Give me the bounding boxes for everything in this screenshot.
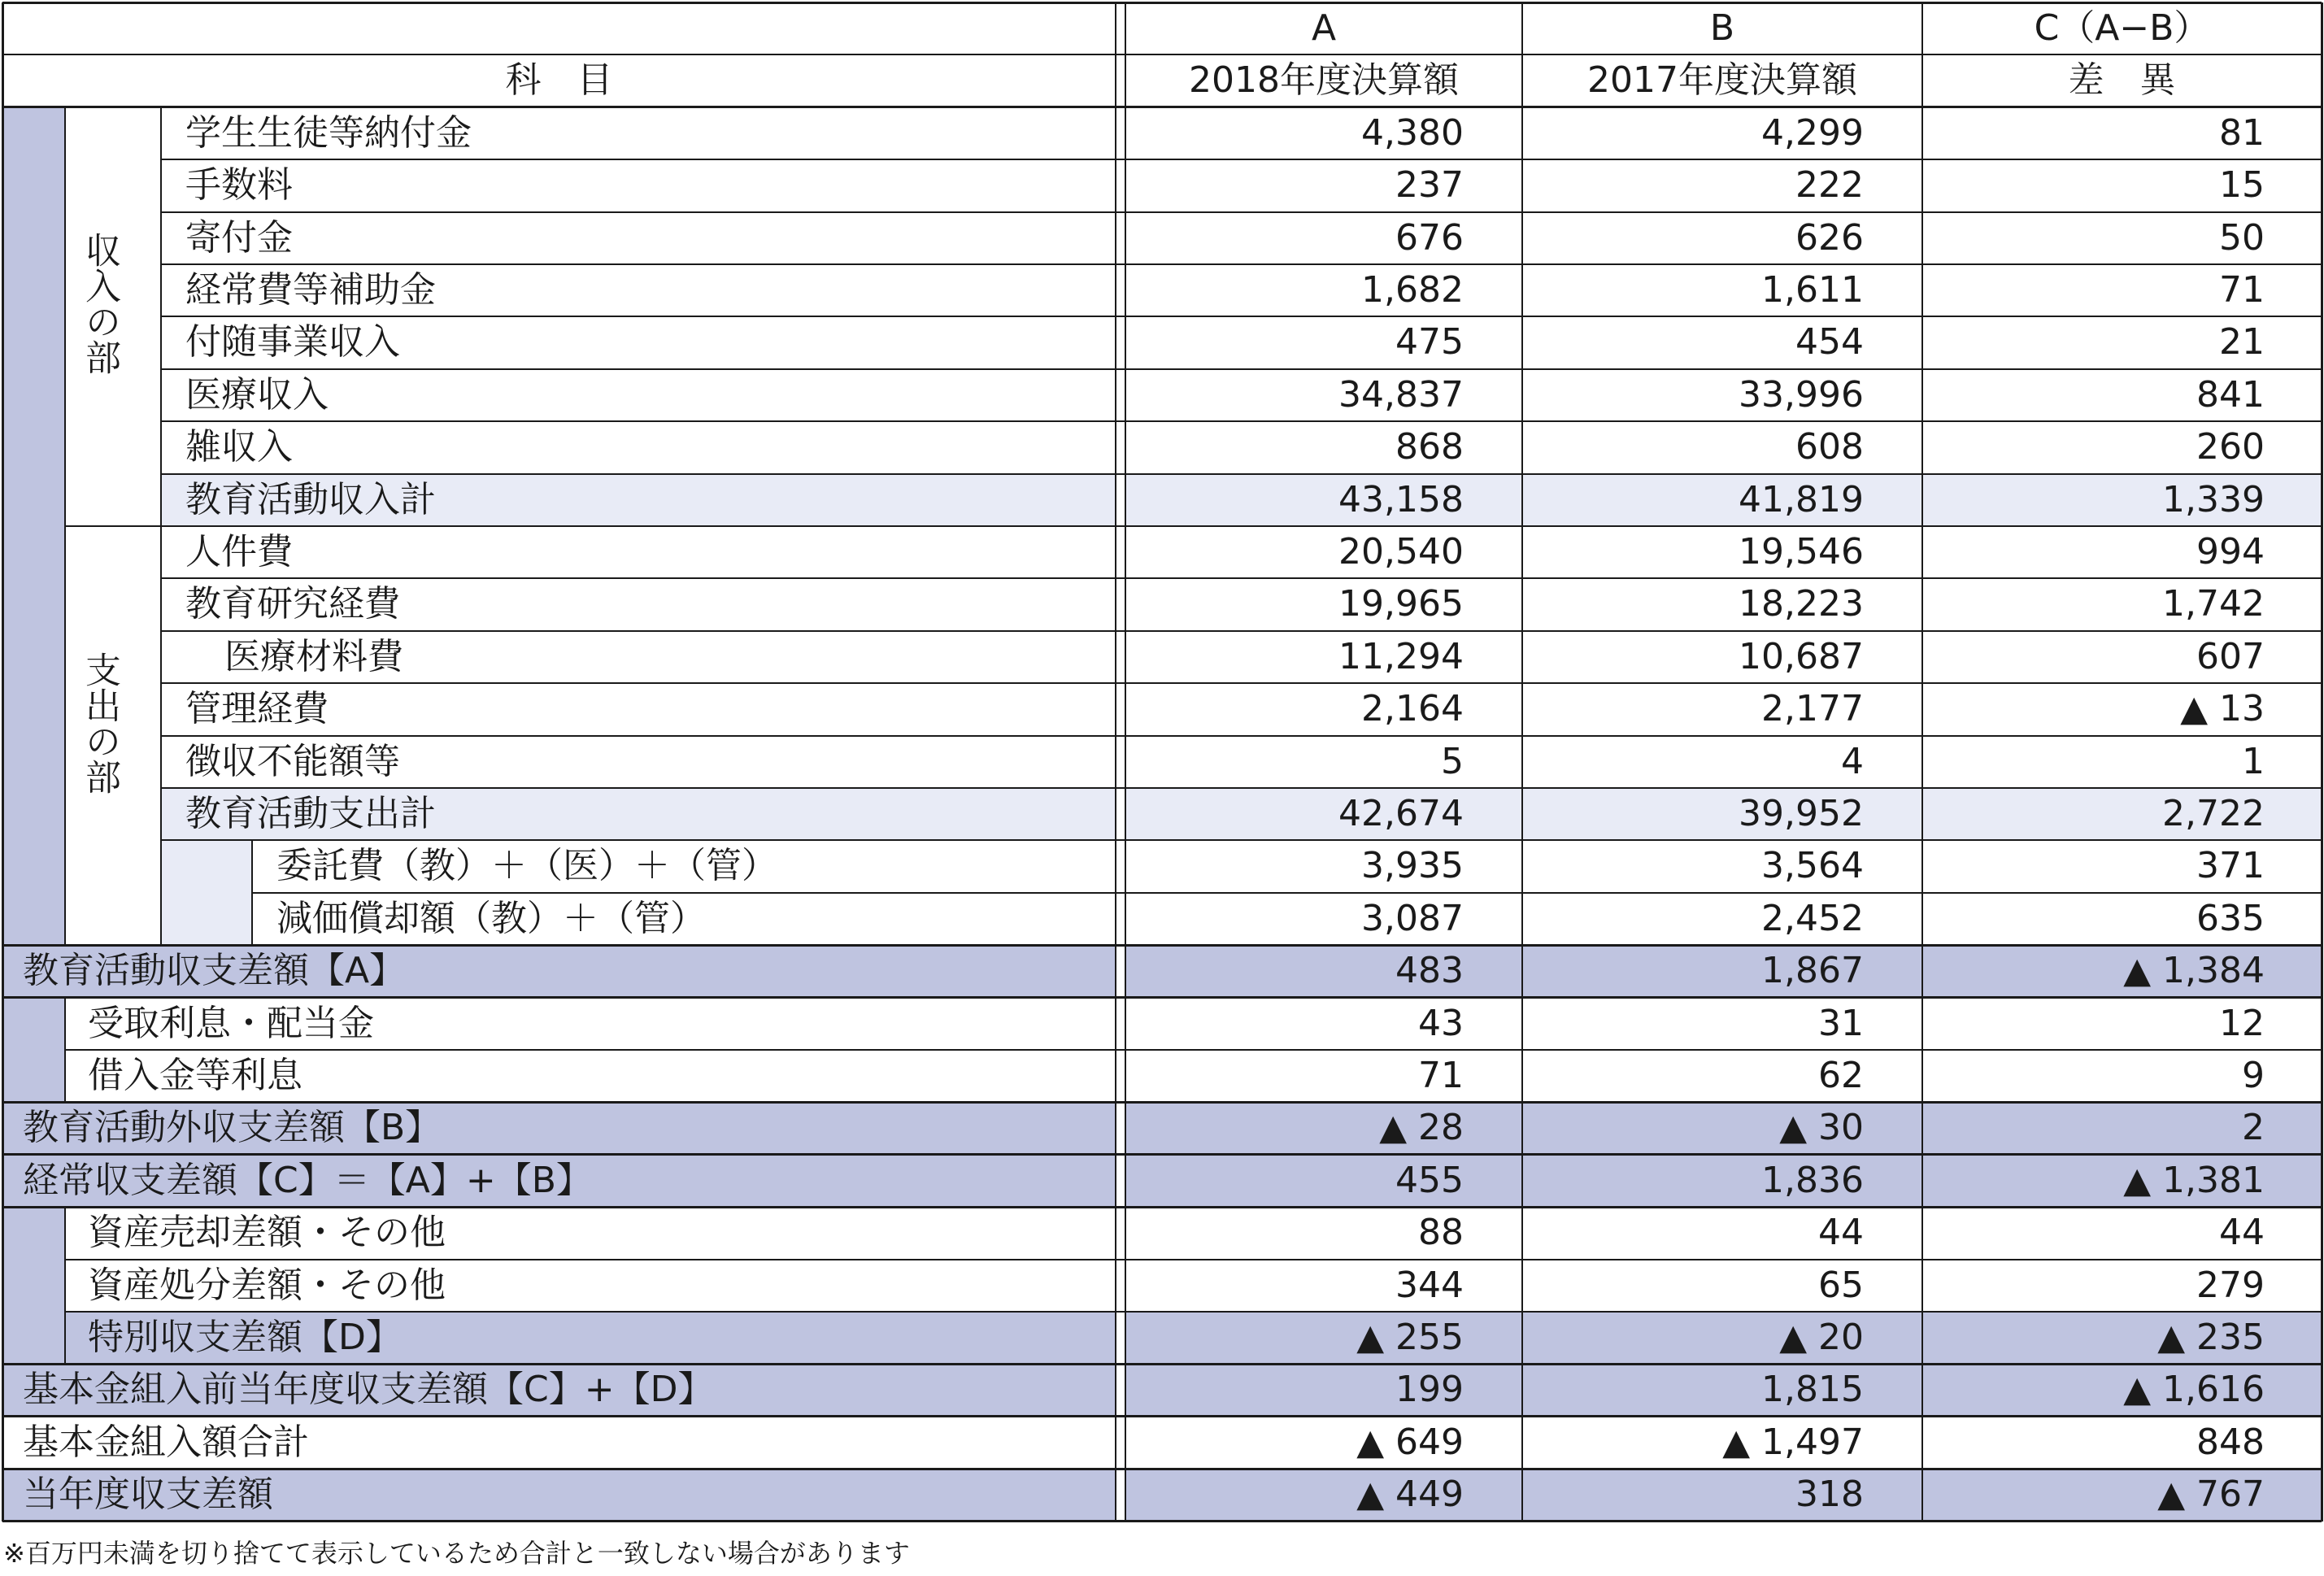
value-difference: 12	[2219, 1002, 2265, 1044]
value-2018: ▲ 28	[1379, 1107, 1464, 1149]
column-b-letter: B	[1709, 7, 1735, 49]
row-label: 経常収支差額【C】＝【A】+【B】	[23, 1159, 592, 1201]
value-2018: 455	[1395, 1159, 1464, 1201]
value-difference: ▲ 235	[2157, 1317, 2265, 1358]
value-2018: 483	[1395, 950, 1464, 992]
subject-header: 科 目	[505, 59, 613, 102]
value-difference: 994	[2196, 531, 2265, 572]
table-right-border	[2321, 2, 2323, 1522]
row-label: 教育研究経費	[185, 583, 400, 625]
row-label: 教育活動収入計	[185, 478, 436, 520]
section-band-operating	[2, 107, 65, 945]
grid-line	[64, 998, 66, 1103]
value-2017: 608	[1795, 426, 1864, 468]
value-2017: 3,564	[1761, 845, 1864, 887]
value-2018: 1,682	[1361, 269, 1464, 311]
value-2017: 2,452	[1761, 897, 1864, 939]
row-label: 寄付金	[185, 216, 293, 259]
value-difference: ▲ 13	[2180, 688, 2265, 730]
value-2017: 1,836	[1761, 1159, 1864, 1201]
footnote: ※百万円未満を切り捨てて表示しているため合計と一致しない場合があります	[3, 1538, 910, 1569]
value-2018: 11,294	[1338, 635, 1464, 677]
value-2018: 42,674	[1338, 793, 1464, 834]
row-label: 委託費（教）＋（医）＋（管）	[276, 845, 777, 887]
row-label: 学生生徒等納付金	[185, 111, 472, 154]
value-difference: 841	[2196, 373, 2265, 416]
value-2018: 5	[1441, 740, 1464, 782]
value-2017: 41,819	[1739, 478, 1864, 520]
value-difference: 2,722	[2162, 793, 2265, 834]
row-label: 当年度収支差額	[23, 1474, 273, 1516]
value-2017: 62	[1818, 1055, 1864, 1096]
value-2017: 222	[1795, 164, 1864, 207]
value-2017: 1,815	[1761, 1369, 1864, 1411]
value-2017: ▲ 1,497	[1722, 1421, 1864, 1463]
value-2017: 318	[1795, 1474, 1864, 1516]
value-2017: 2,177	[1761, 688, 1864, 730]
value-difference: 1,742	[2162, 583, 2265, 625]
value-2018: 237	[1395, 164, 1464, 207]
row-label: 教育活動外収支差額【B】	[23, 1107, 442, 1149]
value-2018: 199	[1395, 1369, 1464, 1411]
section-expense-label: 支出の部	[79, 651, 120, 795]
value-2017: 39,952	[1739, 793, 1864, 834]
section-band-special	[2, 1207, 65, 1364]
row-label: 基本金組入前当年度収支差額【C】+【D】	[23, 1369, 714, 1411]
row-label: 教育活動収支差額【A】	[23, 950, 406, 992]
column-a-title: 2018年度決算額	[1189, 59, 1459, 102]
value-2018: 344	[1395, 1264, 1464, 1306]
grid-line	[251, 840, 253, 945]
row-label: 徴収不能額等	[185, 740, 400, 782]
column-c-title: 差 異	[2068, 59, 2176, 102]
value-2017: 44	[1818, 1212, 1864, 1254]
value-difference: 607	[2196, 635, 2265, 677]
value-difference: ▲ 767	[2157, 1474, 2265, 1516]
value-2017: 454	[1795, 321, 1864, 364]
value-2018: ▲ 255	[1356, 1317, 1464, 1358]
value-difference: 21	[2219, 321, 2265, 364]
value-difference: 371	[2196, 845, 2265, 887]
value-2017: 10,687	[1739, 635, 1864, 677]
row-label: 経常費等補助金	[185, 269, 436, 311]
value-2018: 475	[1395, 321, 1464, 364]
value-2018: 43,158	[1338, 478, 1464, 520]
value-2017: ▲ 30	[1779, 1107, 1864, 1149]
row-label: 教育活動支出計	[185, 793, 436, 834]
grid-line	[160, 107, 162, 945]
value-difference: 71	[2219, 269, 2265, 311]
row-label: 特別収支差額【D】	[88, 1317, 402, 1358]
value-difference: 15	[2219, 164, 2265, 207]
value-difference: 2	[2242, 1107, 2265, 1149]
value-2018: 88	[1418, 1212, 1464, 1254]
value-2018: 43	[1418, 1002, 1464, 1044]
row-label: 手数料	[185, 164, 293, 207]
value-difference: ▲ 1,381	[2123, 1159, 2265, 1201]
value-difference: ▲ 1,616	[2123, 1369, 2265, 1411]
row-label: 資産売却差額・その他	[88, 1212, 446, 1254]
value-2018: ▲ 449	[1356, 1474, 1464, 1516]
value-2018: 20,540	[1338, 531, 1464, 572]
value-2017: 31	[1818, 1002, 1864, 1044]
row-label: 受取利息・配当金	[88, 1002, 374, 1044]
value-2017: 4,299	[1761, 111, 1864, 154]
value-2017: 1,867	[1761, 950, 1864, 992]
value-2017: 33,996	[1739, 373, 1864, 416]
value-2017: 65	[1818, 1264, 1864, 1306]
value-2017: 19,546	[1739, 531, 1864, 572]
subtotal-indent-fill	[161, 840, 252, 945]
row-label: 医療収入	[185, 373, 329, 416]
value-2018: 4,380	[1361, 111, 1464, 154]
grid-line	[64, 107, 66, 945]
section-income-label: 収入の部	[79, 232, 120, 376]
column-c-letter: C（A−B）	[2034, 7, 2210, 49]
value-2017: ▲ 20	[1779, 1317, 1864, 1358]
value-difference: 1,339	[2162, 478, 2265, 520]
row-label: 基本金組入額合計	[23, 1421, 309, 1463]
value-2018: 3,087	[1361, 897, 1464, 939]
value-difference: 260	[2196, 426, 2265, 468]
value-2018: 868	[1395, 426, 1464, 468]
column-a-letter: A	[1311, 7, 1337, 49]
column-b-title: 2017年度決算額	[1587, 59, 1857, 102]
value-2018: 71	[1418, 1055, 1464, 1096]
value-2018: 676	[1395, 216, 1464, 259]
section-band-non-operating	[2, 998, 65, 1103]
value-2017: 18,223	[1739, 583, 1864, 625]
row-label: 医療材料費	[224, 635, 403, 677]
row-label: 雑収入	[185, 426, 293, 468]
row-label: 管理経費	[185, 688, 329, 730]
value-difference: 848	[2196, 1421, 2265, 1463]
value-2018: 2,164	[1361, 688, 1464, 730]
value-difference: 50	[2219, 216, 2265, 259]
row-label: 付随事業収入	[185, 321, 400, 364]
value-difference: ▲ 1,384	[2123, 950, 2265, 992]
value-difference: 279	[2196, 1264, 2265, 1306]
value-2018: ▲ 649	[1356, 1421, 1464, 1463]
value-difference: 635	[2196, 897, 2265, 939]
row-label: 借入金等利息	[88, 1055, 302, 1096]
value-2017: 4	[1841, 740, 1864, 782]
value-difference: 44	[2219, 1212, 2265, 1254]
grid-line	[1115, 2, 1116, 1522]
value-2017: 1,611	[1761, 269, 1864, 311]
table-left-border	[2, 2, 4, 1522]
value-2018: 19,965	[1338, 583, 1464, 625]
row-label: 減価償却額（教）＋（管）	[276, 897, 706, 939]
value-2018: 3,935	[1361, 845, 1464, 887]
grid-line	[64, 1207, 66, 1364]
value-difference: 1	[2242, 740, 2265, 782]
value-difference: 81	[2219, 111, 2265, 154]
value-2017: 626	[1795, 216, 1864, 259]
row-label: 人件費	[185, 531, 293, 572]
row-label: 資産処分差額・その他	[88, 1264, 446, 1306]
value-2018: 34,837	[1338, 373, 1464, 416]
value-difference: 9	[2242, 1055, 2265, 1096]
